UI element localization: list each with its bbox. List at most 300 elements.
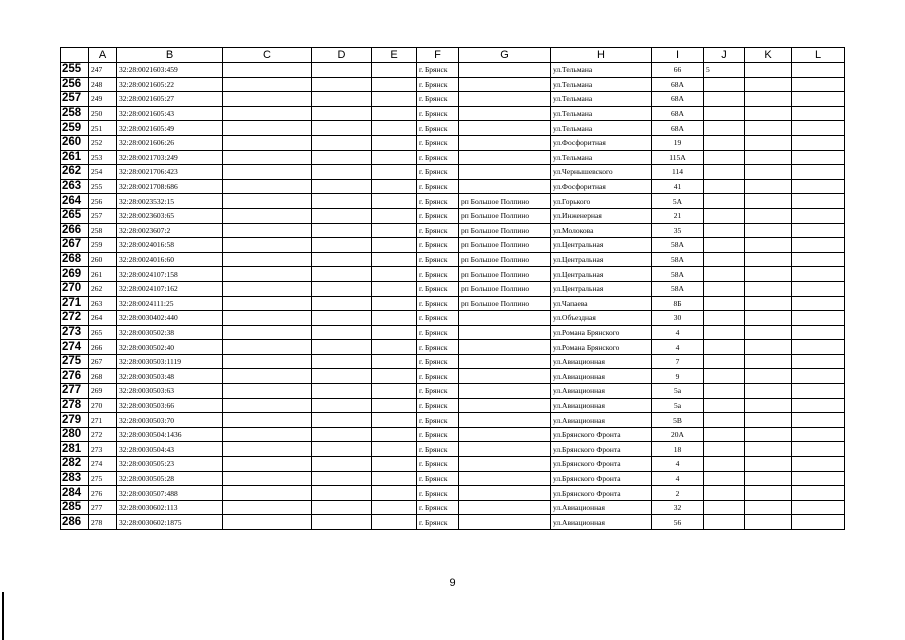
cell-i: 115А — [652, 150, 704, 165]
table-row — [61, 63, 845, 78]
column-header-l: L — [792, 48, 845, 63]
column-header-a: A — [89, 48, 117, 63]
cell-l — [792, 150, 845, 165]
column-header-g: G — [459, 48, 551, 63]
cell-k — [745, 486, 792, 501]
cell-e — [372, 311, 417, 326]
cell-f: г. Брянск — [417, 500, 459, 515]
cell-l — [792, 252, 845, 267]
cell-g — [459, 398, 551, 413]
cell-g — [459, 384, 551, 399]
cell-c — [223, 427, 312, 442]
cell-i: 68А — [652, 77, 704, 92]
cell-b: 32:28:0030502:38 — [117, 325, 223, 340]
cell-d — [312, 121, 372, 136]
table-row — [61, 267, 845, 282]
column-header-e: E — [372, 48, 417, 63]
cell-l — [792, 515, 845, 530]
row-number: 271 — [61, 296, 89, 311]
cell-g: рп Большое Полпино — [459, 281, 551, 296]
cell-e — [372, 354, 417, 369]
cell-h: ул.Фосфоритная — [551, 135, 652, 150]
cell-j — [704, 471, 745, 486]
row-number: 257 — [61, 92, 89, 107]
cell-g — [459, 311, 551, 326]
cell-g — [459, 471, 551, 486]
cell-i: 5А — [652, 194, 704, 209]
cell-c — [223, 515, 312, 530]
table-row — [61, 121, 845, 136]
cell-a: 266 — [89, 340, 117, 355]
cell-h: ул.Романа Брянского — [551, 340, 652, 355]
cell-i: 5а — [652, 398, 704, 413]
cell-d — [312, 457, 372, 472]
cell-d — [312, 165, 372, 180]
cell-f: г. Брянск — [417, 281, 459, 296]
cell-l — [792, 471, 845, 486]
cell-i: 21 — [652, 208, 704, 223]
cell-e — [372, 92, 417, 107]
cell-f: г. Брянск — [417, 150, 459, 165]
table-row — [61, 500, 845, 515]
cell-g: рп Большое Полпино — [459, 267, 551, 282]
row-number: 265 — [61, 208, 89, 223]
row-number: 255 — [61, 63, 89, 78]
cell-b: 32:28:0030503:48 — [117, 369, 223, 384]
cell-l — [792, 384, 845, 399]
cell-l — [792, 267, 845, 282]
table-row — [61, 281, 845, 296]
cell-l — [792, 340, 845, 355]
row-number: 260 — [61, 135, 89, 150]
cell-b: 32:28:0023603:65 — [117, 208, 223, 223]
cell-a: 265 — [89, 325, 117, 340]
cell-e — [372, 486, 417, 501]
cell-d — [312, 208, 372, 223]
cell-c — [223, 238, 312, 253]
cell-l — [792, 208, 845, 223]
cell-c — [223, 296, 312, 311]
cell-l — [792, 442, 845, 457]
cell-g — [459, 442, 551, 457]
cell-d — [312, 471, 372, 486]
cell-j — [704, 457, 745, 472]
cell-c — [223, 106, 312, 121]
cell-e — [372, 384, 417, 399]
cell-f: г. Брянск — [417, 92, 459, 107]
cell-f: г. Брянск — [417, 165, 459, 180]
cell-l — [792, 486, 845, 501]
cell-k — [745, 413, 792, 428]
table-row — [61, 384, 845, 399]
cell-c — [223, 384, 312, 399]
cell-i: 66 — [652, 63, 704, 78]
cell-g — [459, 515, 551, 530]
cell-d — [312, 500, 372, 515]
cell-h: ул.Тельмана — [551, 121, 652, 136]
cell-k — [745, 311, 792, 326]
cell-b: 32:28:0023532:15 — [117, 194, 223, 209]
cell-d — [312, 63, 372, 78]
cell-b: 32:28:0030505:28 — [117, 471, 223, 486]
cell-e — [372, 135, 417, 150]
cell-f: г. Брянск — [417, 398, 459, 413]
cell-d — [312, 325, 372, 340]
cell-a: 247 — [89, 63, 117, 78]
cell-d — [312, 106, 372, 121]
cell-f: г. Брянск — [417, 194, 459, 209]
cell-l — [792, 281, 845, 296]
cell-j — [704, 281, 745, 296]
cell-i: 56 — [652, 515, 704, 530]
cell-c — [223, 208, 312, 223]
table-row — [61, 471, 845, 486]
table-row — [61, 208, 845, 223]
table-row — [61, 354, 845, 369]
cell-j — [704, 92, 745, 107]
cell-d — [312, 238, 372, 253]
cell-b: 32:28:0030503:63 — [117, 384, 223, 399]
cell-j — [704, 135, 745, 150]
cell-k — [745, 281, 792, 296]
table-row — [61, 179, 845, 194]
cell-k — [745, 340, 792, 355]
cell-d — [312, 281, 372, 296]
table-row — [61, 427, 845, 442]
cell-g: рп Большое Полпино — [459, 208, 551, 223]
cell-h: ул.Центральная — [551, 281, 652, 296]
cell-h: ул.Авиационная — [551, 413, 652, 428]
cell-b: 32:28:0024111:25 — [117, 296, 223, 311]
cell-a: 257 — [89, 208, 117, 223]
cell-f: г. Брянск — [417, 427, 459, 442]
cell-b: 32:28:0024107:158 — [117, 267, 223, 282]
cell-i: 41 — [652, 179, 704, 194]
cell-h: ул.Тельмана — [551, 150, 652, 165]
cell-h: ул.Тельмана — [551, 77, 652, 92]
cell-h: ул.Брянского Фронта — [551, 427, 652, 442]
cell-f: г. Брянск — [417, 369, 459, 384]
cell-f: г. Брянск — [417, 442, 459, 457]
cell-l — [792, 427, 845, 442]
row-number: 263 — [61, 179, 89, 194]
cell-i: 68А — [652, 121, 704, 136]
row-number: 258 — [61, 106, 89, 121]
cell-d — [312, 92, 372, 107]
cell-g — [459, 486, 551, 501]
cell-k — [745, 92, 792, 107]
row-number: 281 — [61, 442, 89, 457]
cell-e — [372, 413, 417, 428]
cell-c — [223, 267, 312, 282]
cell-b: 32:28:0030503:70 — [117, 413, 223, 428]
cell-f: г. Брянск — [417, 354, 459, 369]
row-number: 282 — [61, 457, 89, 472]
cell-a: 267 — [89, 354, 117, 369]
cell-e — [372, 238, 417, 253]
cell-i: 4 — [652, 471, 704, 486]
cell-f: г. Брянск — [417, 471, 459, 486]
cell-f: г. Брянск — [417, 238, 459, 253]
cell-g: рп Большое Полпино — [459, 238, 551, 253]
row-number: 273 — [61, 325, 89, 340]
table-row — [61, 325, 845, 340]
cell-k — [745, 238, 792, 253]
cell-e — [372, 340, 417, 355]
cell-f: г. Брянск — [417, 296, 459, 311]
cell-e — [372, 442, 417, 457]
table-row — [61, 223, 845, 238]
cell-d — [312, 77, 372, 92]
cell-g — [459, 354, 551, 369]
cell-j — [704, 252, 745, 267]
cell-l — [792, 369, 845, 384]
cell-i: 58А — [652, 252, 704, 267]
cell-h: ул.Авиационная — [551, 515, 652, 530]
cell-b: 32:28:0030602:1875 — [117, 515, 223, 530]
column-header-c: C — [223, 48, 312, 63]
cell-j — [704, 500, 745, 515]
cell-j — [704, 311, 745, 326]
table-row — [61, 486, 845, 501]
cell-l — [792, 194, 845, 209]
cell-b: 32:28:0021708:686 — [117, 179, 223, 194]
cell-e — [372, 150, 417, 165]
cell-e — [372, 457, 417, 472]
cell-i: 19 — [652, 135, 704, 150]
cell-a: 270 — [89, 398, 117, 413]
cell-i: 5а — [652, 384, 704, 399]
cell-f: г. Брянск — [417, 413, 459, 428]
row-number: 276 — [61, 369, 89, 384]
cell-a: 274 — [89, 457, 117, 472]
cell-g — [459, 121, 551, 136]
cell-g — [459, 179, 551, 194]
cell-i: 58А — [652, 238, 704, 253]
cell-e — [372, 427, 417, 442]
cell-i: 114 — [652, 165, 704, 180]
cell-h: ул.Брянского Фронта — [551, 471, 652, 486]
cell-i: 68А — [652, 92, 704, 107]
cell-c — [223, 150, 312, 165]
cell-i: 5В — [652, 413, 704, 428]
cell-j — [704, 413, 745, 428]
cell-b: 32:28:0030502:40 — [117, 340, 223, 355]
cell-f: г. Брянск — [417, 121, 459, 136]
cell-l — [792, 77, 845, 92]
row-number: 277 — [61, 384, 89, 399]
cell-g — [459, 77, 551, 92]
cell-j — [704, 296, 745, 311]
table-row — [61, 252, 845, 267]
cell-e — [372, 121, 417, 136]
cell-l — [792, 325, 845, 340]
cell-j — [704, 442, 745, 457]
cell-e — [372, 106, 417, 121]
cell-a: 250 — [89, 106, 117, 121]
cell-l — [792, 413, 845, 428]
cell-l — [792, 63, 845, 78]
row-number: 262 — [61, 165, 89, 180]
cell-g — [459, 63, 551, 78]
cell-k — [745, 384, 792, 399]
cell-i: 30 — [652, 311, 704, 326]
table-row — [61, 77, 845, 92]
cell-c — [223, 354, 312, 369]
cell-j — [704, 150, 745, 165]
table-row — [61, 457, 845, 472]
cell-k — [745, 165, 792, 180]
cell-c — [223, 311, 312, 326]
cell-g — [459, 165, 551, 180]
table-row — [61, 194, 845, 209]
cell-d — [312, 340, 372, 355]
cell-d — [312, 486, 372, 501]
cell-b: 32:28:0021703:249 — [117, 150, 223, 165]
cell-d — [312, 369, 372, 384]
cell-j — [704, 398, 745, 413]
cell-k — [745, 179, 792, 194]
cell-c — [223, 500, 312, 515]
cell-l — [792, 135, 845, 150]
cell-c — [223, 194, 312, 209]
cell-a: 268 — [89, 369, 117, 384]
cell-h: ул.Тельмана — [551, 92, 652, 107]
table-row — [61, 340, 845, 355]
cell-a: 271 — [89, 413, 117, 428]
cell-b: 32:28:0021606:26 — [117, 135, 223, 150]
cell-a: 264 — [89, 311, 117, 326]
cell-h: ул.Горького — [551, 194, 652, 209]
cell-f: г. Брянск — [417, 252, 459, 267]
cell-e — [372, 325, 417, 340]
cell-c — [223, 121, 312, 136]
cell-i: 32 — [652, 500, 704, 515]
cell-e — [372, 515, 417, 530]
cell-d — [312, 194, 372, 209]
cell-b: 32:28:0030504:1436 — [117, 427, 223, 442]
cell-k — [745, 515, 792, 530]
cell-c — [223, 340, 312, 355]
cell-i: 20А — [652, 427, 704, 442]
cell-d — [312, 354, 372, 369]
row-number: 286 — [61, 515, 89, 530]
cell-k — [745, 427, 792, 442]
cell-i: 9 — [652, 369, 704, 384]
row-number: 270 — [61, 281, 89, 296]
cell-k — [745, 325, 792, 340]
cell-a: 260 — [89, 252, 117, 267]
column-header-d: D — [312, 48, 372, 63]
cell-d — [312, 311, 372, 326]
cell-c — [223, 413, 312, 428]
cell-b: 32:28:0030503:66 — [117, 398, 223, 413]
cell-k — [745, 267, 792, 282]
row-number: 274 — [61, 340, 89, 355]
table-row — [61, 135, 845, 150]
cell-a: 278 — [89, 515, 117, 530]
cell-k — [745, 354, 792, 369]
row-number: 272 — [61, 311, 89, 326]
cell-a: 249 — [89, 92, 117, 107]
cell-j — [704, 325, 745, 340]
cell-d — [312, 150, 372, 165]
margin-rule — [2, 592, 4, 640]
cell-e — [372, 471, 417, 486]
cell-g — [459, 92, 551, 107]
cell-b: 32:28:0024107:162 — [117, 281, 223, 296]
cell-c — [223, 442, 312, 457]
cell-k — [745, 398, 792, 413]
cell-c — [223, 223, 312, 238]
cell-k — [745, 63, 792, 78]
cell-d — [312, 384, 372, 399]
cell-d — [312, 515, 372, 530]
cell-k — [745, 369, 792, 384]
cell-h: ул.Авиационная — [551, 384, 652, 399]
cell-f: г. Брянск — [417, 77, 459, 92]
cell-g: рп Большое Полпино — [459, 252, 551, 267]
cell-e — [372, 281, 417, 296]
cell-d — [312, 135, 372, 150]
cell-f: г. Брянск — [417, 223, 459, 238]
cell-h: ул.Романа Брянского — [551, 325, 652, 340]
cell-k — [745, 500, 792, 515]
cell-f: г. Брянск — [417, 457, 459, 472]
cell-i: 8Б — [652, 296, 704, 311]
cell-h: ул.Брянского Фронта — [551, 486, 652, 501]
cell-j — [704, 121, 745, 136]
cell-e — [372, 194, 417, 209]
cell-h: ул.Объездная — [551, 311, 652, 326]
cell-a: 269 — [89, 384, 117, 399]
table-row — [61, 442, 845, 457]
cell-h: ул.Тельмана — [551, 63, 652, 78]
cell-i: 18 — [652, 442, 704, 457]
cell-b: 32:28:0021603:459 — [117, 63, 223, 78]
cell-h: ул.Чапаева — [551, 296, 652, 311]
cell-e — [372, 63, 417, 78]
cell-a: 277 — [89, 500, 117, 515]
table-row — [61, 296, 845, 311]
cell-g — [459, 427, 551, 442]
cell-l — [792, 500, 845, 515]
cell-a: 251 — [89, 121, 117, 136]
row-number: 285 — [61, 500, 89, 515]
cell-b: 32:28:0024016:58 — [117, 238, 223, 253]
cell-i: 58А — [652, 281, 704, 296]
row-number: 256 — [61, 77, 89, 92]
cell-a: 261 — [89, 267, 117, 282]
cell-b: 32:28:0030507:488 — [117, 486, 223, 501]
column-header-i: I — [652, 48, 704, 63]
cell-l — [792, 238, 845, 253]
cell-a: 256 — [89, 194, 117, 209]
cell-f: г. Брянск — [417, 340, 459, 355]
spreadsheet-table — [60, 47, 845, 530]
cell-k — [745, 442, 792, 457]
cell-e — [372, 500, 417, 515]
row-number: 259 — [61, 121, 89, 136]
cell-j — [704, 194, 745, 209]
cell-j — [704, 165, 745, 180]
cell-d — [312, 398, 372, 413]
cell-c — [223, 281, 312, 296]
row-number: 275 — [61, 354, 89, 369]
cell-f: г. Брянск — [417, 208, 459, 223]
cell-f: г. Брянск — [417, 384, 459, 399]
column-header-j: J — [704, 48, 745, 63]
